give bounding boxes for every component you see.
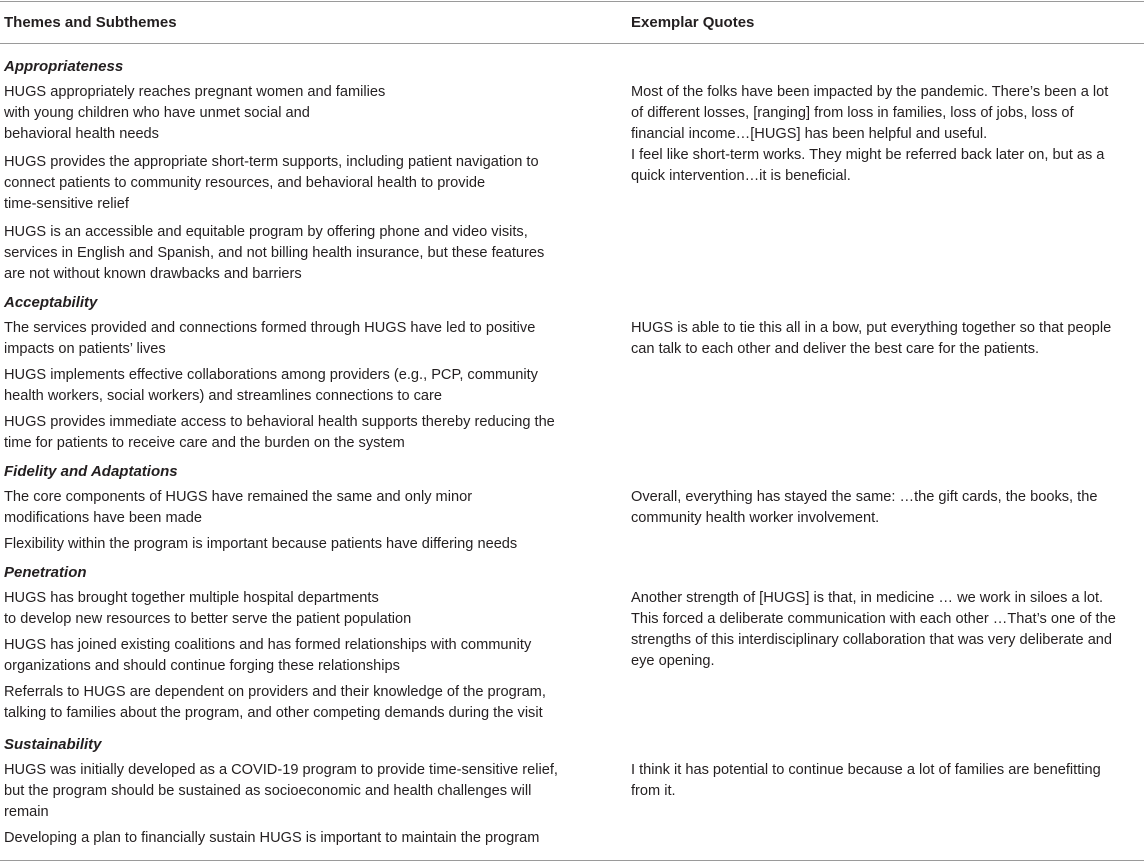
theme-heading: Sustainability xyxy=(4,736,102,753)
theme-heading: Acceptability xyxy=(4,294,98,311)
subtheme-cell xyxy=(4,588,604,630)
subtheme-cell xyxy=(4,487,604,529)
subtheme-line: HUGS implements effective collaborations among providers (e.g., PCP, community xyxy=(4,367,538,383)
subtheme-line: HUGS was initially developed as a COVID-19 program to provide time-sensitive relief, xyxy=(4,762,558,778)
quote-line: I think it has potential to continue because a lot of families are benefitting xyxy=(631,762,1101,778)
top-rule xyxy=(0,1,1144,2)
subtheme-cell xyxy=(4,682,604,724)
subtheme-cell xyxy=(4,760,604,823)
quote-line: I feel like short-term works. They might be referred back later on, but as a xyxy=(631,147,1105,163)
subtheme-line: to develop new resources to better serve the patient population xyxy=(4,611,412,627)
subtheme-line: HUGS appropriately reaches pregnant women and families xyxy=(4,84,386,100)
subtheme-line: talking to families about the program, and other competing demands during the visit xyxy=(4,705,543,721)
theme-heading: Fidelity and Adaptations xyxy=(4,463,178,480)
quote-line: Most of the folks have been impacted by the pandemic. There’s been a lot xyxy=(631,84,1109,100)
subtheme-line: health workers, social workers) and streamlines connections to care xyxy=(4,388,443,404)
exemplar-quote xyxy=(631,82,1141,187)
subtheme-cell xyxy=(4,152,604,215)
subtheme-line: HUGS has brought together multiple hospital departments xyxy=(4,590,379,606)
quote-line: eye opening. xyxy=(631,653,715,669)
subtheme-cell xyxy=(4,635,604,677)
quote-line: This forced a deliberate communication with each other …That’s one of the xyxy=(631,611,1116,627)
exemplar-quote xyxy=(631,487,1141,529)
subtheme-line: Referrals to HUGS are dependent on providers and their knowledge of the program, xyxy=(4,684,546,700)
subtheme-line: modifications have been made xyxy=(4,510,202,526)
subtheme-line: are not without known drawbacks and barriers xyxy=(4,266,302,282)
quote-line: Overall, everything has stayed the same: …the gift cards, the books, the xyxy=(631,489,1098,505)
subtheme-line: HUGS provides the appropriate short-term supports, including patient navigation to xyxy=(4,154,539,170)
quote-line: HUGS is able to tie this all in a bow, put everything together so that people xyxy=(631,320,1112,336)
theme-heading: Appropriateness xyxy=(4,58,124,75)
subtheme-cell xyxy=(4,412,604,454)
header-themes: Themes and Subthemes xyxy=(4,14,177,31)
subtheme-cell xyxy=(4,318,604,360)
subtheme-line: time-sensitive relief xyxy=(4,196,129,212)
subtheme-line: impacts on patients’ lives xyxy=(4,341,166,357)
subtheme-line: organizations and should continue forging these relationships xyxy=(4,658,400,674)
exemplar-quote xyxy=(631,588,1141,672)
subtheme-cell xyxy=(4,365,604,407)
bottom-rule xyxy=(0,860,1144,861)
subtheme-cell xyxy=(4,828,604,849)
subtheme-cell xyxy=(4,222,604,285)
subtheme-line: HUGS has joined existing coalitions and has formed relationships with community xyxy=(4,637,532,653)
subtheme-line: connect patients to community resources, and behavioral health to provide xyxy=(4,175,486,191)
subtheme-line: with young children who have unmet social and xyxy=(4,105,310,121)
exemplar-quote xyxy=(631,318,1141,360)
header-quotes: Exemplar Quotes xyxy=(631,14,755,31)
subtheme-line: Developing a plan to financially sustain HUGS is important to maintain the program xyxy=(4,830,540,846)
quote-line: strengths of this interdisciplinary collaboration that was very deliberate and xyxy=(631,632,1113,648)
header-rule xyxy=(0,43,1144,44)
subtheme-line: but the program should be sustained as socioeconomic and health challenges will xyxy=(4,783,532,799)
quote-line: community health worker involvement. xyxy=(631,510,880,526)
subtheme-cell xyxy=(4,82,604,145)
subtheme-line: The core components of HUGS have remained the same and only minor xyxy=(4,489,473,505)
subtheme-line: remain xyxy=(4,804,49,820)
quote-line: from it. xyxy=(631,783,676,799)
subtheme-line: Flexibility within the program is important because patients have differing needs xyxy=(4,536,518,552)
subtheme-line: The services provided and connections formed through HUGS have led to positive xyxy=(4,320,536,336)
subtheme-line: HUGS provides immediate access to behavioral health supports thereby reducing the xyxy=(4,414,555,430)
quote-line: of different losses, [ranging] from loss in families, loss of jobs, loss of xyxy=(631,105,1074,121)
subtheme-line: time for patients to receive care and the burden on the system xyxy=(4,435,405,451)
theme-heading: Penetration xyxy=(4,564,87,581)
subtheme-cell xyxy=(4,534,604,555)
quote-line: quick intervention…it is beneficial. xyxy=(631,168,851,184)
quote-line: financial income…[HUGS] has been helpful and useful. xyxy=(631,126,988,142)
quote-line: Another strength of [HUGS] is that, in medicine … we work in siloes a lot. xyxy=(631,590,1104,606)
subtheme-line: HUGS is an accessible and equitable program by offering phone and video visits, xyxy=(4,224,528,240)
subtheme-line: services in English and Spanish, and not billing health insurance, but these features xyxy=(4,245,545,261)
subtheme-line: behavioral health needs xyxy=(4,126,159,142)
quote-line: can talk to each other and deliver the best care for the patients. xyxy=(631,341,1040,357)
exemplar-quote xyxy=(631,760,1141,802)
